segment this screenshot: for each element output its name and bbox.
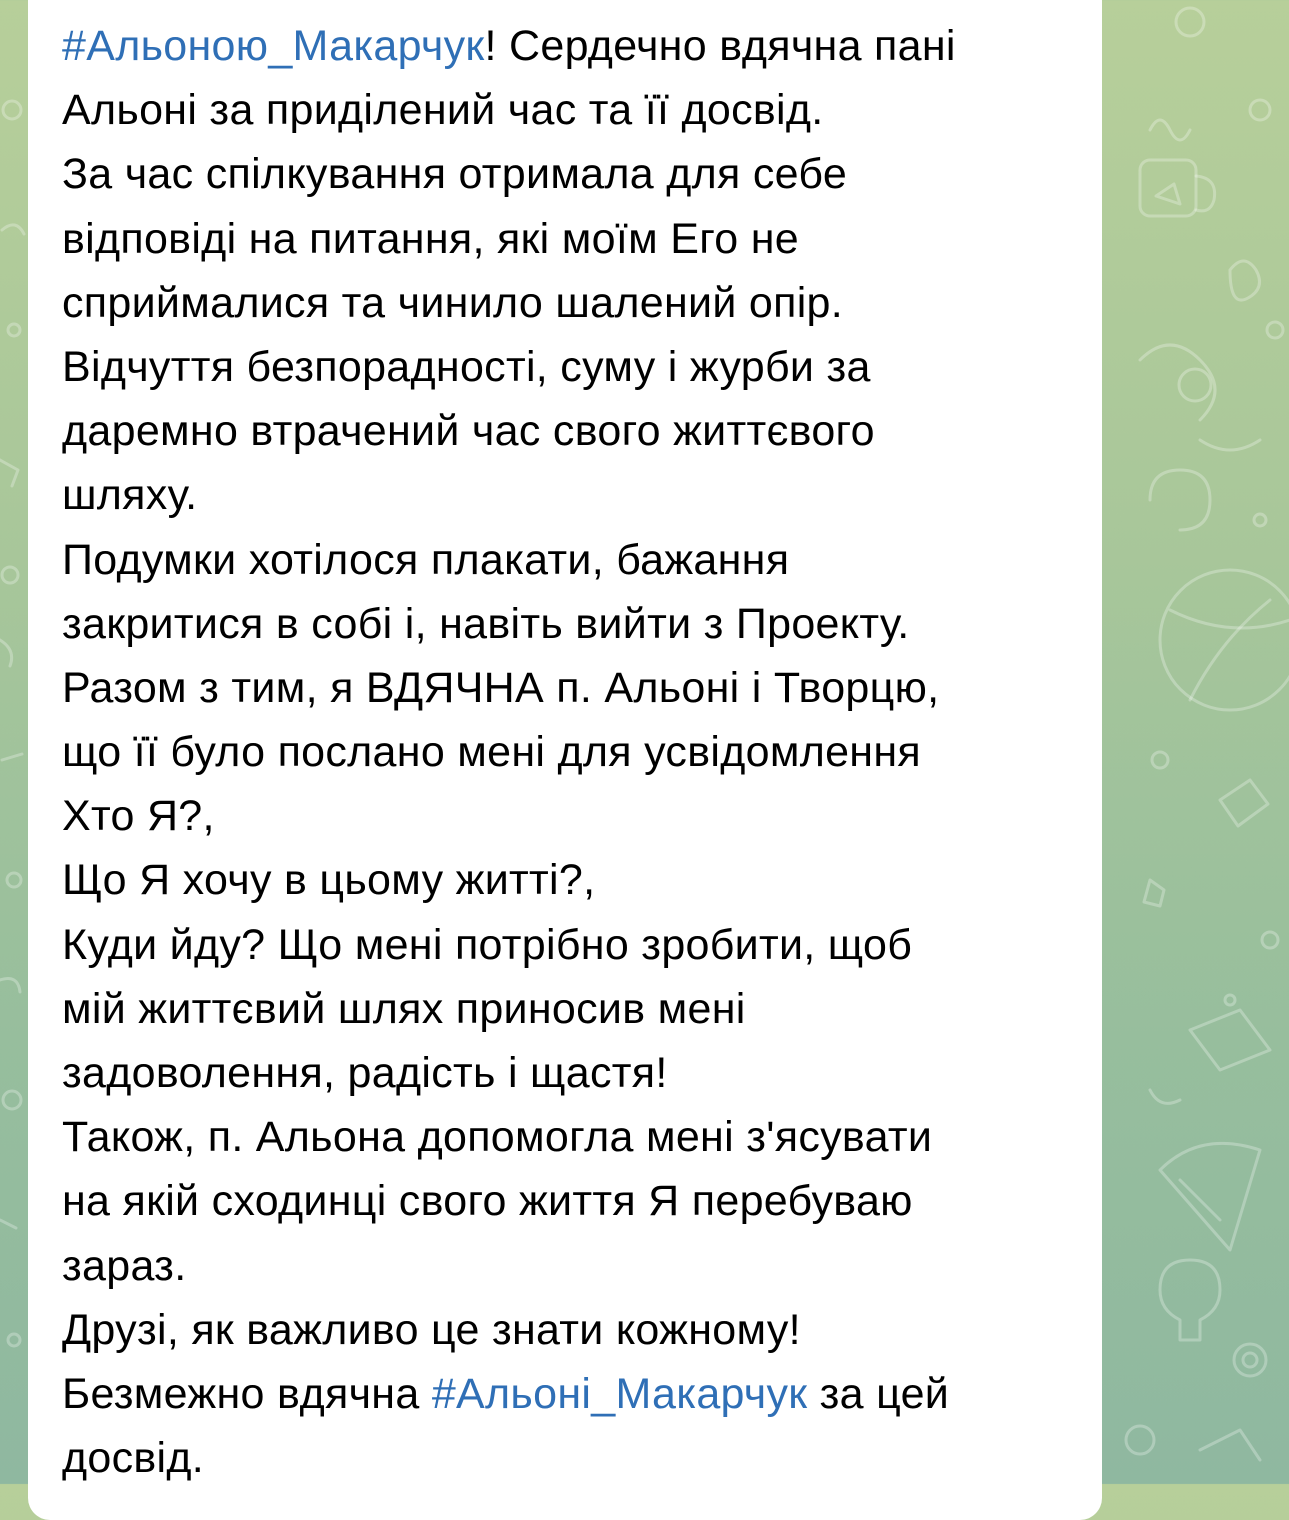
message-text-segment: Також, п. Альона допомогла мені з'ясувати xyxy=(62,1113,933,1162)
message-line xyxy=(62,207,1092,271)
message-text-segment: Друзі, як важливо це знати кожному! xyxy=(62,1305,801,1354)
message-text-segment: закритися в собі і, навіть вийти з Проекту. xyxy=(62,599,910,648)
message-line xyxy=(62,142,1092,206)
message-line xyxy=(62,1362,1092,1426)
message-text-segment: Разом з тим, я ВДЯЧНА п. Альоні і Творцю, xyxy=(62,663,940,712)
message-text-segment: відповіді на питання, які моїм Его не xyxy=(62,214,799,263)
message-line xyxy=(62,656,1092,720)
message-text-segment: Відчуття безпорадності, суму і журби за xyxy=(62,342,871,391)
message-line xyxy=(62,848,1092,912)
message-line xyxy=(62,720,1092,784)
message-line xyxy=(62,784,1092,848)
message-line xyxy=(62,335,1092,399)
message-text-segment: даремно втрачений час свого життєвого xyxy=(62,407,875,456)
message-line xyxy=(62,1426,1092,1490)
message-text-segment: Альоні за приділений час та її досвід. xyxy=(62,86,824,135)
message-text-segment: мій життєвий шлях приносив мені xyxy=(62,984,746,1033)
message-line xyxy=(62,78,1092,142)
message-text-segment: Подумки хотілося плакати, бажання xyxy=(62,535,790,584)
message-text-segment: за цей xyxy=(807,1369,950,1418)
message-text-segment: Що Я хочу в цьому житті?, xyxy=(62,856,596,905)
message-line xyxy=(62,399,1092,463)
message-line xyxy=(62,977,1092,1041)
message-line xyxy=(62,1298,1092,1362)
hashtag-link[interactable]: #Альоні_Макарчук xyxy=(431,1369,808,1418)
message-line xyxy=(62,913,1092,977)
message-line xyxy=(62,592,1092,656)
message-text-segment: Хто Я?, xyxy=(62,792,215,841)
message-line xyxy=(62,14,1092,78)
message-line xyxy=(62,1169,1092,1233)
message-line xyxy=(62,1041,1092,1105)
message-text-segment: досвід. xyxy=(62,1434,205,1483)
message-text-segment: що її було послано мені для усвідомлення xyxy=(62,728,921,777)
message-line xyxy=(62,1234,1092,1298)
message-text-segment: задоволення, радість і щастя! xyxy=(62,1049,668,1097)
message-text-segment: шляху. xyxy=(62,471,198,520)
message-line xyxy=(62,463,1092,527)
message-text-segment: За час спілкування отримала для себе xyxy=(62,150,848,199)
message-text-segment: сприймалися та чинило шалений опір. xyxy=(62,278,844,327)
message-text-segment: Куди йду? Що мені потрібно зробити, щоб xyxy=(62,920,913,969)
message-text-segment: ! Сердечно вдячна пані xyxy=(484,22,956,70)
message-line xyxy=(62,528,1092,592)
message-text-segment: зараз. xyxy=(62,1241,187,1290)
message-line xyxy=(62,271,1092,335)
message-line xyxy=(62,1105,1092,1169)
hashtag-link[interactable]: #Альоною_Макарчук xyxy=(62,22,485,70)
message-text xyxy=(62,14,1092,1490)
message-text-segment: Безмежно вдячна xyxy=(62,1369,432,1418)
message-text-segment: на якій сходинці свого життя Я перебуваю xyxy=(62,1177,913,1226)
